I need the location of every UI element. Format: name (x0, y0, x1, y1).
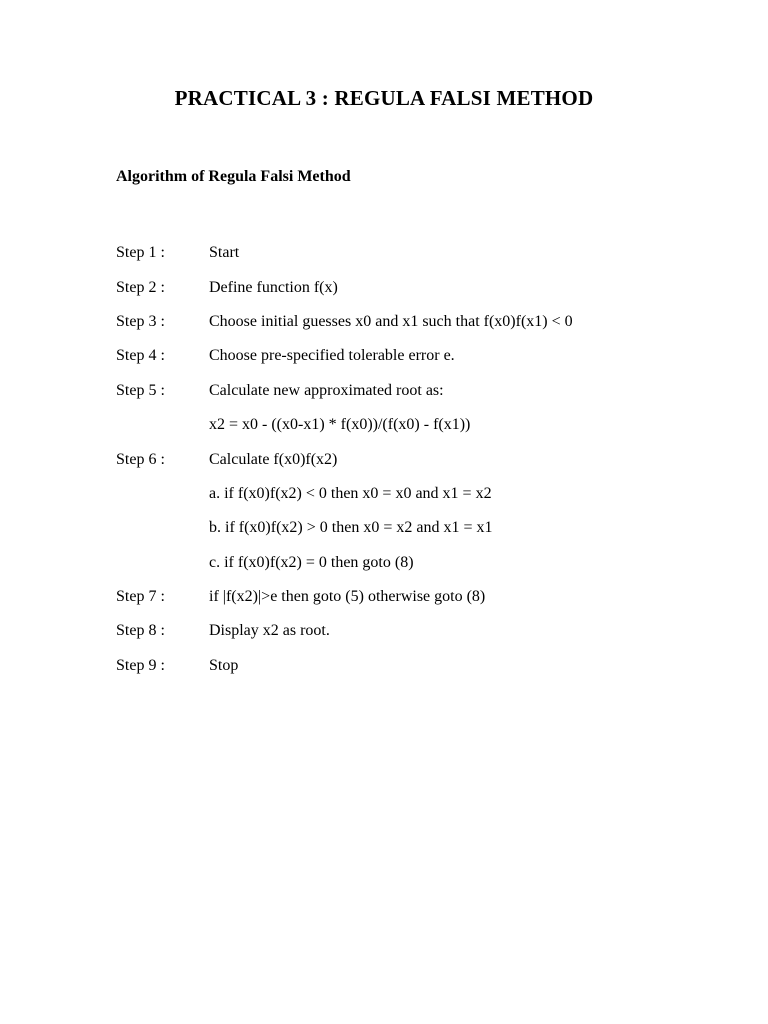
substep-text: b. if f(x0)f(x2) > 0 then x0 = x2 and x1 = x1 (209, 519, 493, 537)
step-label: Step 1 : (116, 244, 165, 262)
algorithm-heading: Algorithm of Regula Falsi Method (116, 168, 351, 185)
formula-text: x2 = x0 - ((x0-x1) * f(x0))/(f(x0) - f(x1)) (209, 416, 471, 434)
step-text: Display x2 as root. (209, 622, 330, 640)
step-label: Step 8 : (116, 622, 165, 640)
step-text: Choose pre-specified tolerable error e. (209, 347, 455, 365)
step-label: Step 2 : (116, 278, 165, 296)
step-text: Stop (209, 656, 239, 674)
algorithm-steps (116, 236, 716, 683)
page-title: PRACTICAL 3 : REGULA FALSI METHOD (174, 86, 594, 110)
substep-row-a (116, 477, 716, 511)
step-row-3 (116, 305, 716, 339)
step-row-9 (116, 649, 716, 683)
step-text: Calculate new approximated root as: (209, 381, 444, 399)
step-label: Step 7 : (116, 588, 165, 606)
step-text: Start (209, 244, 240, 262)
step-row-5 (116, 374, 716, 408)
step-row-6 (116, 442, 716, 476)
step-label: Step 4 : (116, 347, 165, 365)
step-row-4 (116, 339, 716, 373)
substep-row-b (116, 511, 716, 545)
step-text: Define function f(x) (209, 278, 338, 296)
step-row-8 (116, 614, 716, 648)
step-row-7 (116, 580, 716, 614)
step-row-1 (116, 236, 716, 270)
formula-row (116, 408, 716, 442)
step-text: Choose initial guesses x0 and x1 such that f(x0)f(x1) < 0 (209, 312, 573, 330)
step-label: Step 3 : (116, 312, 165, 330)
substep-text: a. if f(x0)f(x2) < 0 then x0 = x0 and x1 = x2 (209, 484, 492, 502)
step-label: Step 6 : (116, 450, 165, 468)
substep-row-c (116, 546, 716, 580)
step-text: Calculate f(x0)f(x2) (209, 450, 338, 468)
substep-text: c. if f(x0)f(x2) = 0 then goto (8) (209, 553, 414, 571)
step-label: Step 5 : (116, 381, 165, 399)
step-label: Step 9 : (116, 656, 165, 674)
step-text: if |f(x2)|>e then goto (5) otherwise goto (8) (209, 588, 486, 606)
step-row-2 (116, 270, 716, 304)
